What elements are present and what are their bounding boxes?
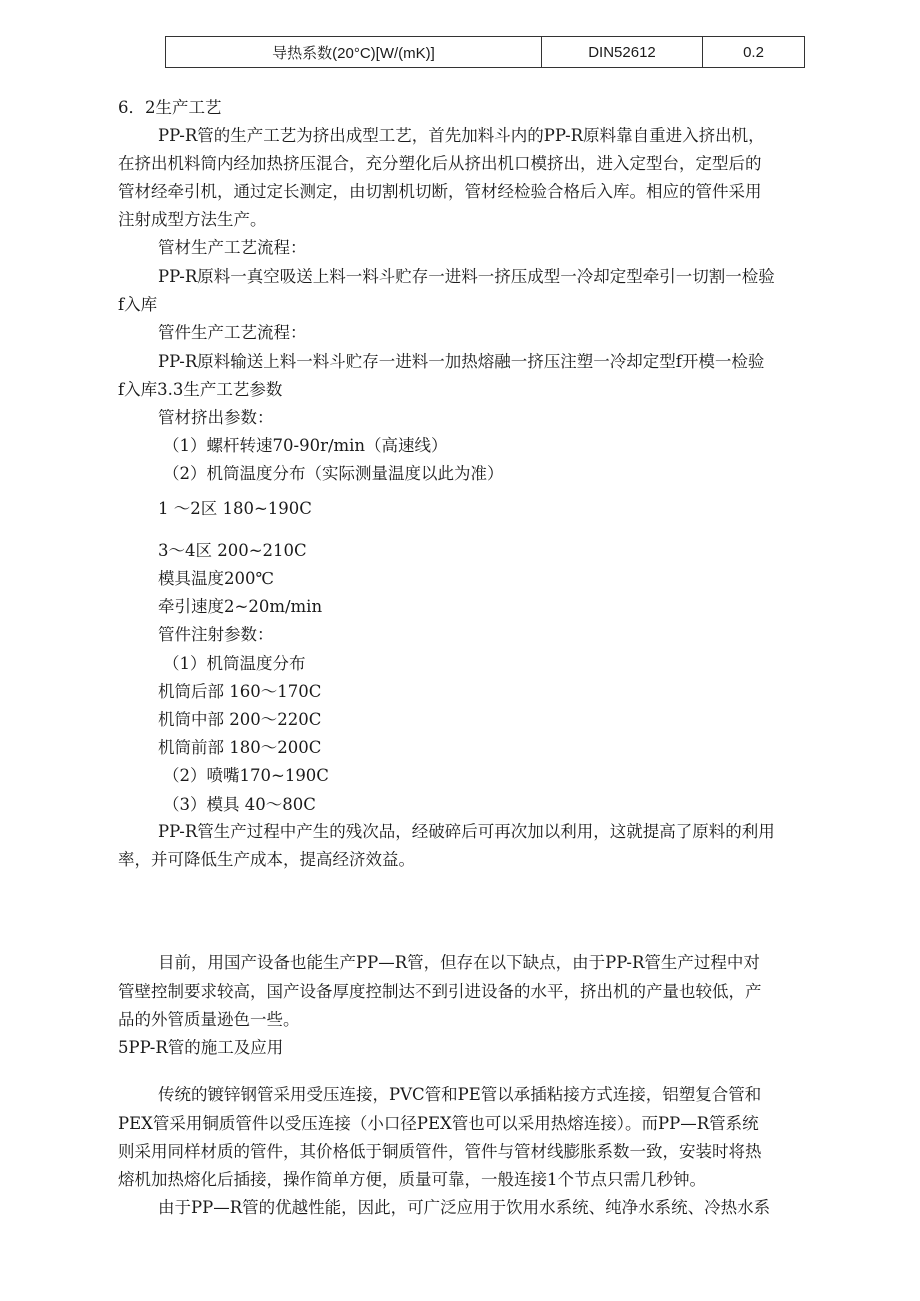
paragraph-line: 机筒中部 200～220C [158, 710, 322, 729]
value-cell: 0.2 [703, 37, 805, 68]
paragraph-line: （3）模具 40～80C [163, 795, 316, 814]
paragraph-line: PEX管采用铜质管件以受压连接（小口径PEX管也可以采用热熔连接）。而PP—R管系统 [118, 1114, 759, 1133]
paragraph-line: 3～4区 200~210C [158, 541, 307, 560]
paragraph-line: 管件注射参数： [158, 625, 274, 644]
paragraph-line: PP-R管生产过程中产生的残次品，经破碎后可再次加以利用，这就提高了原料的利用 [158, 822, 775, 841]
paragraph-line: f入库 [118, 295, 158, 314]
paragraph-line: （2）机筒温度分布（实际测量温度以此为准） [163, 464, 504, 483]
table-row [166, 37, 805, 68]
standard-cell: DIN52612 [542, 37, 703, 68]
paragraph-line: 管材生产工艺流程： [158, 238, 307, 257]
paragraph-line: （2）喷嘴170~190C [163, 766, 329, 785]
paragraph-line: 熔机加热熔化后插接，操作简单方便，质量可靠，一般连接1个节点只需几秒钟。 [118, 1170, 706, 1189]
paragraph-line: 率，并可降低生产成本，提高经济效益。 [118, 850, 415, 869]
paragraph-line: 管件生产工艺流程： [158, 323, 307, 342]
paragraph-line: f入库3.3生产工艺参数 [118, 380, 283, 399]
paragraph-line: 注射成型方法生产。 [118, 210, 267, 229]
paragraph-line: 1 ～2区 180~190C [158, 499, 312, 518]
paragraph-line: PP-R管的生产工艺为挤出成型工艺，首先加料斗内的PP-R原料靠自重进入挤出机， [158, 126, 765, 145]
property-cell: 导热系数(20°C)[W/(mK)] [166, 37, 542, 68]
paragraph-line: 传统的镀锌钢管采用受压连接，PVC管和PE管以承插粘接方式连接，铝塑复合管和 [158, 1085, 762, 1104]
paragraph-line: 机筒前部 180～200C [158, 738, 322, 757]
paragraph-line: 管材经牵引机，通过定长测定，由切割机切断，管材经检验合格后入库。相应的管件采用 [118, 182, 762, 201]
paragraph-line: 则采用同样材质的管件，其价格低于铜质管件，管件与管材线膨胀系数一致，安装时将热 [118, 1142, 762, 1161]
paragraph-line: 牵引速度2~20m∕min [158, 597, 323, 616]
paragraph-line: （1）机筒温度分布 [163, 654, 306, 673]
paragraph-line: 由于PP—R管的优越性能，因此，可广泛应用于饮用水系统、纯净水系统、冷热水系 [158, 1198, 771, 1217]
section-heading: 5PP-R管的施工及应用 [118, 1038, 284, 1057]
spec-table [165, 36, 805, 68]
paragraph-line: PP-R原料输送上料一料斗贮存一进料一加热熔融一挤压注塑一冷却定型f开模一检验 [158, 352, 765, 371]
paragraph-line: 在挤出机料筒内经加热挤压混合，充分塑化后从挤出机口模挤出，进入定型台，定型后的 [118, 154, 762, 173]
paragraph-line: 管材挤出参数： [158, 408, 274, 427]
paragraph-line: 管壁控制要求较高，国产设备厚度控制达不到引进设备的水平，挤出机的产量也较低，产 [118, 982, 762, 1001]
paragraph-line: （1）螺杆转速70-90r∕min（高速线） [163, 436, 448, 455]
paragraph-line: 机筒后部 160～170C [158, 682, 322, 701]
paragraph-line: 品的外管质量逊色一些。 [118, 1010, 300, 1029]
section-heading: 6．2生产工艺 [118, 98, 222, 117]
paragraph-line: 目前，用国产设备也能生产PP—R管，但存在以下缺点，由于PP-R管生产过程中对 [158, 953, 760, 972]
paragraph-line: 模具温度200℃ [158, 569, 274, 588]
paragraph-line: PP-R原料一真空吸送上料一料斗贮存一进料一挤压成型一冷却定型牵引一切割一检验 [158, 267, 775, 286]
